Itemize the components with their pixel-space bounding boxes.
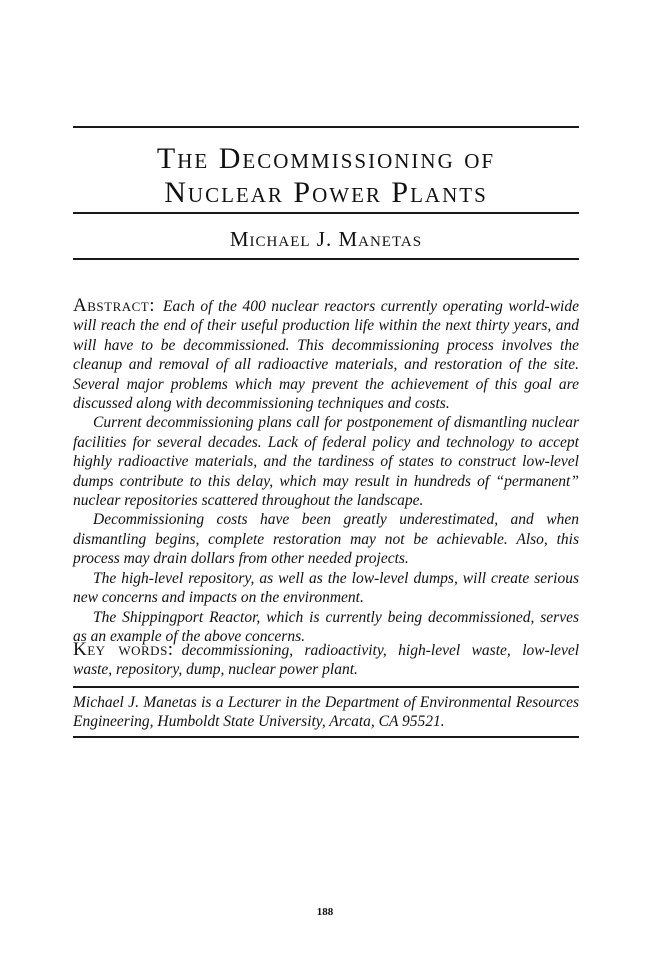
affiliation-top-rule [73,686,579,688]
affiliation-bottom-rule [73,736,579,738]
page-number: 188 [316,906,334,918]
author-rule [73,258,579,260]
keywords-section [73,640,579,680]
abstract-paragraph: The high-level repository, as well as the low-level dumps, will create serious new concerns and impacts on the environment. [73,569,579,607]
author-name: Michael J. Manetas [229,227,423,251]
title-rule [73,212,579,214]
abstract-section [73,296,579,646]
abstract-paragraph: The Shippingport Reactor, which is currently being decommissioned, serves as an example of the above concerns. [73,608,579,645]
top-rule [73,126,579,128]
abstract-label: Abstract: [73,295,156,316]
abstract-text: Each of the 400 nuclear reactors currently operating world-wide will reach the end of their useful production life within the next thirty years, and will have to be decommissioned. This decommissioning process involves the cleanup and removal of all radioactive materials, and restoration of the site. Several major problems which may prevent the achievement of this goal are discussed along with decommissioning techniques and costs. [73,298,579,413]
abstract-paragraph [73,296,579,413]
author-affiliation: Michael J. Manetas is a Lecturer in the Department of Environmental Resources Engineering, Humboldt State University, Arcata, CA 95521. [73,694,579,731]
title-line-2: Nuclear Power Plants [164,176,488,209]
abstract-paragraph: Decommissioning costs have been greatly underestimated, and when dismantling begins, complete restoration may not be achievable. Also, this process may drain dollars from other needed projects. [73,511,579,568]
title-line-1: The Decommissioning of [156,142,496,175]
keywords-label: Key words: [73,639,174,660]
keywords-text: decommissioning, radioactivity, high-level waste, low-level waste, repository, dump, nuclear power plant. [73,642,580,679]
abstract-paragraph: Current decommissioning plans call for postponement of dismantling nuclear facilities for several decades. Lack of federal policy and technology to accept highly radioactive materials, and the tardiness of states to construct low-level dumps contribute to this delay, which may result in hundreds of “permanent” nuclear repositories scattered throughout the landscape. [73,414,579,510]
